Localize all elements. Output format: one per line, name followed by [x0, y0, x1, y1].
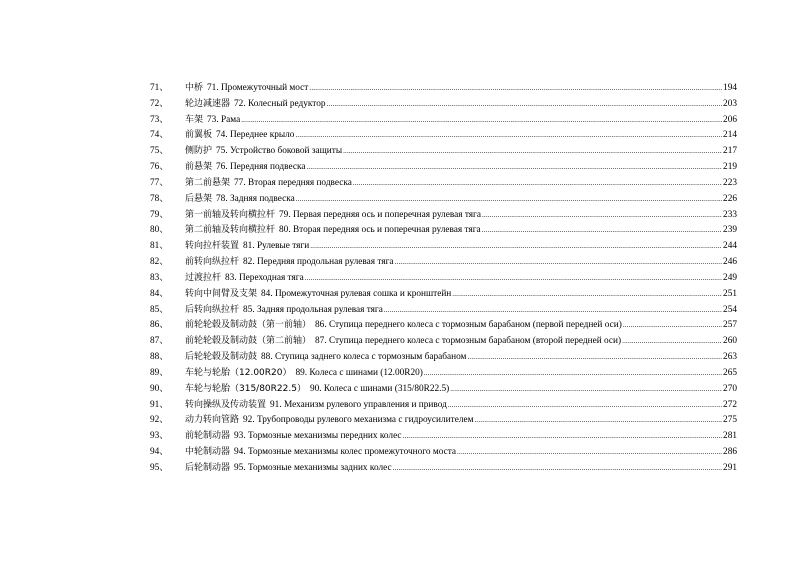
toc-entry[interactable] — [150, 271, 737, 287]
entry-title-chinese: 转向中间臂及支架 — [185, 288, 258, 299]
toc-entry[interactable] — [150, 144, 737, 160]
toc-entry[interactable] — [150, 382, 737, 398]
toc-entry[interactable] — [150, 239, 737, 255]
toc-entry[interactable] — [150, 208, 737, 224]
dot-leader — [424, 366, 722, 382]
toc-entry[interactable] — [150, 97, 737, 113]
entry-number: 83、 — [150, 272, 169, 283]
entry-title-russian: 80. Вторая передняя ось и поперечная рулевая тяга — [279, 225, 481, 236]
entry-title-chinese: 前翼板 — [185, 130, 213, 141]
dot-leader — [306, 160, 722, 176]
dot-leader — [482, 223, 722, 239]
entry-page-number: 257 — [723, 320, 737, 331]
entry-title-russian: 85. Задняя продольная рулевая тяга — [243, 304, 383, 315]
entry-title-russian: 71. Промежуточный мост — [207, 83, 309, 93]
entry-title-chinese: 前转向纵拉杆 — [185, 257, 240, 268]
entry-page-number: 286 — [723, 447, 737, 458]
toc-entry[interactable] — [150, 429, 737, 445]
entry-page-number: 246 — [723, 257, 737, 268]
entry-page-number: 275 — [723, 415, 737, 426]
entry-number: 87、 — [150, 336, 169, 347]
entry-number: 77、 — [150, 177, 169, 188]
entry-page-number: 239 — [723, 225, 737, 236]
toc-entry[interactable] — [150, 81, 737, 97]
dot-leader — [393, 461, 722, 477]
entry-number: 90、 — [150, 383, 169, 394]
entry-title-russian: 82. Передняя продольная рулевая тяга — [243, 257, 394, 268]
toc-entry[interactable] — [150, 223, 737, 239]
entry-page-number: 263 — [723, 352, 737, 363]
entry-page-number: 272 — [723, 399, 737, 410]
entry-number: 81、 — [150, 241, 169, 252]
entry-page-number: 251 — [723, 288, 737, 299]
entry-page-number: 244 — [723, 241, 737, 252]
dot-leader — [467, 350, 722, 366]
toc-entry[interactable] — [150, 334, 737, 350]
toc-entry[interactable] — [150, 318, 737, 334]
dot-leader — [403, 429, 722, 445]
toc-entry[interactable] — [150, 413, 737, 429]
entry-title-chinese: 侧防护 — [185, 146, 213, 157]
entry-title-russian: 88. Ступица заднего колеса с тормозным барабаном — [261, 352, 467, 363]
toc-entry[interactable] — [150, 113, 737, 129]
entry-title-russian: 77. Вторая передняя подвеска — [234, 177, 352, 188]
dot-leader — [343, 144, 722, 160]
entry-title-chinese: 前悬架 — [185, 162, 213, 173]
entry-number: 93、 — [150, 431, 169, 442]
entry-title-russian: 91. Механизм рулевого управления и привод — [270, 399, 447, 410]
dot-leader — [310, 239, 722, 255]
dot-leader — [457, 445, 722, 461]
entry-number: 88、 — [150, 352, 169, 363]
entry-title-russian: 86. Ступица переднего колеса с тормозным барабаном (первой передней оси) — [315, 320, 622, 331]
entry-number: 71、 — [150, 83, 169, 93]
dot-leader — [353, 176, 722, 192]
entry-page-number: 226 — [723, 193, 737, 204]
entry-title-russian: 74. Переднее крыло — [216, 130, 295, 141]
entry-number: 91、 — [150, 399, 169, 410]
entry-page-number: 281 — [723, 431, 737, 442]
toc-entry[interactable] — [150, 128, 737, 144]
entry-page-number: 203 — [723, 98, 737, 109]
toc-entry[interactable] — [150, 303, 737, 319]
entry-title-chinese: 后悬架 — [185, 193, 213, 204]
dot-leader — [384, 303, 722, 319]
dot-leader — [295, 128, 722, 144]
entry-title-chinese: 前轮轮毂及制动鼓（第二前轴） — [185, 336, 312, 347]
entry-title-russian: 79. Первая передняя ось и поперечная рулевая тяга — [279, 209, 481, 220]
dot-leader — [622, 334, 722, 350]
dot-leader — [296, 192, 722, 208]
entry-title-chinese: 后轮制动器 — [185, 462, 231, 473]
toc-entry[interactable] — [150, 366, 737, 382]
toc-entry[interactable] — [150, 461, 737, 477]
entry-page-number: 206 — [723, 114, 737, 125]
table-of-contents — [150, 81, 737, 477]
entry-title-chinese: 动力转向管路 — [185, 415, 240, 426]
toc-entry[interactable] — [150, 176, 737, 192]
entry-number: 75、 — [150, 146, 169, 157]
entry-title-russian: 89. Колеса с шинами (12.00R20) — [295, 367, 423, 378]
entry-title-russian: 76. Передняя подвеска — [216, 162, 306, 173]
dot-leader — [309, 81, 722, 97]
dot-leader — [241, 113, 722, 129]
entry-number: 84、 — [150, 288, 169, 299]
entry-title-russian: 93. Тормозные механизмы передних колес — [234, 431, 402, 442]
entry-title-chinese: 轮边减速器 — [185, 98, 231, 109]
dot-leader — [623, 318, 722, 334]
entry-number: 95、 — [150, 462, 169, 473]
entry-title-chinese: 第一前轴及转向横拉杆 — [185, 209, 276, 220]
entry-title-chinese: 第二前轴及转向横拉杆 — [185, 225, 276, 236]
entry-number: 94、 — [150, 447, 169, 458]
entry-page-number: 270 — [723, 383, 737, 394]
entry-title-chinese: 后轮轮毂及制动鼓 — [185, 352, 258, 363]
entry-number: 89、 — [150, 367, 169, 378]
entry-number: 92、 — [150, 415, 169, 426]
entry-number: 72、 — [150, 98, 169, 109]
entry-page-number: 217 — [723, 146, 737, 157]
entry-number: 85、 — [150, 304, 169, 315]
entry-title-chinese: 车架 — [185, 114, 204, 125]
entry-title-chinese: 前轮轮毂及制动鼓（第一前轴） — [185, 320, 312, 331]
entry-title-russian: 78. Задняя подвеска — [216, 193, 295, 204]
entry-number: 86、 — [150, 320, 169, 331]
entry-page-number: 260 — [723, 336, 737, 347]
entry-title-russian: 87. Ступица переднего колеса с тормозным барабаном (второй передней оси) — [315, 336, 622, 347]
dot-leader — [450, 382, 722, 398]
toc-entry[interactable] — [150, 287, 737, 303]
entry-title-russian: 90. Колеса с шинами (315/80R22.5) — [309, 383, 450, 394]
dot-leader — [395, 255, 722, 271]
entry-page-number: 291 — [723, 462, 737, 473]
entry-title-russian: 92. Трубопроводы рулевого механизма с гидроусилителем — [243, 415, 474, 426]
dot-leader — [482, 208, 722, 224]
entry-title-russian: 72. Колесный редуктор — [234, 98, 326, 109]
toc-entry[interactable] — [150, 160, 737, 176]
entry-title-chinese: 车轮与轮胎（12.00R20） — [185, 367, 292, 378]
entry-title-russian: 84. Промежуточная рулевая сошка и кронштейн — [261, 288, 452, 299]
entry-title-russian: 83. Переходная тяга — [225, 272, 304, 283]
dot-leader — [305, 271, 722, 287]
entry-number: 78、 — [150, 193, 169, 204]
entry-number: 74、 — [150, 130, 169, 141]
entry-number: 82、 — [150, 257, 169, 268]
toc-entry[interactable] — [150, 192, 737, 208]
entry-number: 73、 — [150, 114, 169, 125]
dot-leader — [452, 287, 722, 303]
entry-title-russian: 95. Тормозные механизмы задних колес — [234, 462, 392, 473]
entry-title-chinese: 转向拉杆装置 — [185, 241, 240, 252]
dot-leader — [327, 97, 723, 113]
entry-title-russian: 73. Рама — [207, 114, 241, 125]
entry-title-chinese: 转向操纵及传动装置 — [185, 399, 267, 410]
entry-number: 76、 — [150, 162, 169, 173]
entry-title-russian: 94. Тормозные механизмы колес промежуточного моста — [234, 447, 457, 458]
dot-leader — [448, 398, 722, 414]
toc-entry[interactable] — [150, 350, 737, 366]
entry-title-chinese: 第二前悬架 — [185, 177, 231, 188]
dot-leader — [474, 413, 722, 429]
entry-title-russian: 81. Рулевые тяги — [243, 241, 310, 252]
entry-number: 80、 — [150, 225, 169, 236]
entry-page-number: 219 — [723, 162, 737, 173]
entry-page-number: 233 — [723, 209, 737, 220]
entry-page-number: 254 — [723, 304, 737, 315]
entry-page-number: 249 — [723, 272, 737, 283]
entry-number: 79、 — [150, 209, 169, 220]
entry-title-russian: 75. Устройство боковой защиты — [216, 146, 343, 157]
entry-title-chinese: 中桥 — [185, 83, 204, 93]
entry-title-chinese: 车轮与轮胎（315/80R22.5） — [185, 383, 306, 394]
entry-page-number: 265 — [723, 367, 737, 378]
entry-title-chinese: 过渡拉杆 — [185, 272, 222, 283]
entry-title-chinese: 后转向纵拉杆 — [185, 304, 240, 315]
entry-title-chinese: 中轮制动器 — [185, 447, 231, 458]
toc-entry[interactable] — [150, 445, 737, 461]
toc-entry[interactable] — [150, 255, 737, 271]
entry-page-number: 214 — [723, 130, 737, 141]
entry-title-chinese: 前轮制动器 — [185, 431, 231, 442]
entry-page-number: 223 — [723, 177, 737, 188]
entry-page-number: 194 — [723, 83, 737, 93]
toc-entry[interactable] — [150, 398, 737, 414]
